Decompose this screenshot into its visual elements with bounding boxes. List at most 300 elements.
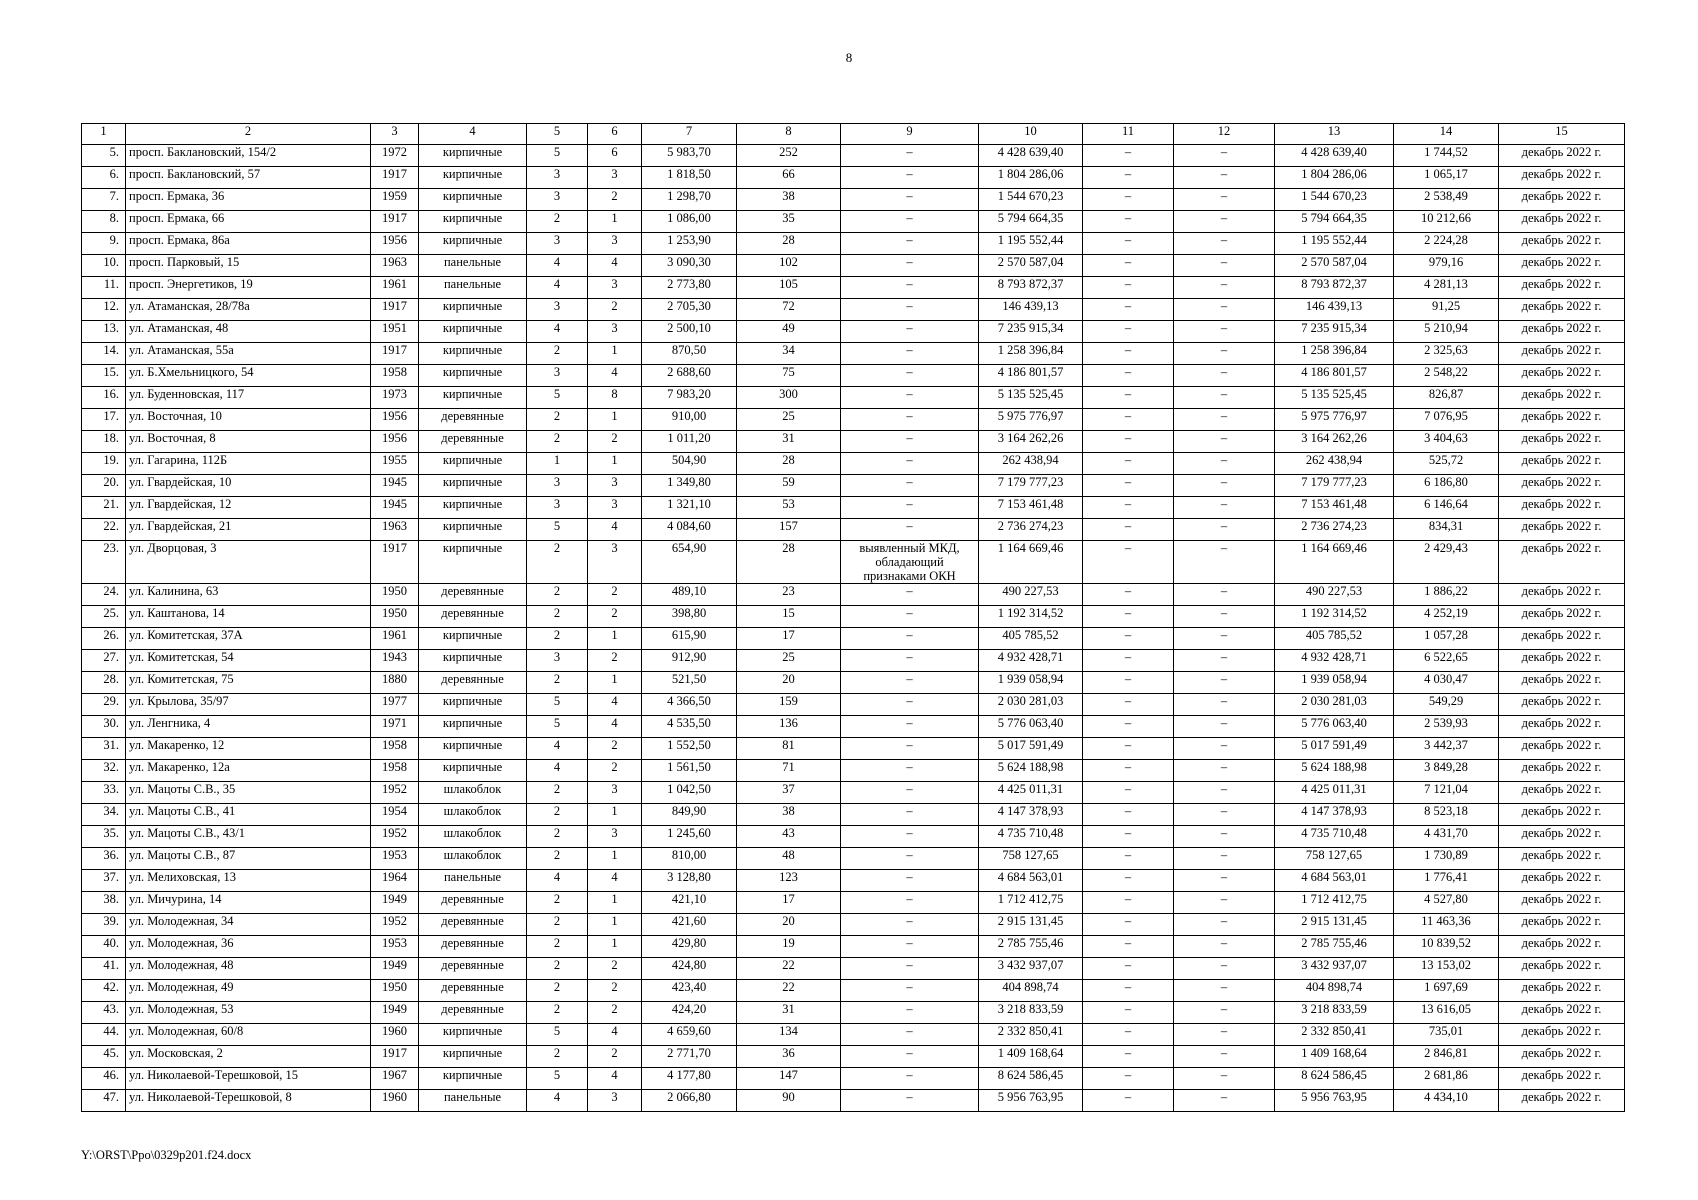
entrances-cell: 1 [588, 936, 642, 958]
address-cell: ул. Атаманская, 55а [126, 343, 371, 365]
completion-date-cell: декабрь 2022 г. [1499, 914, 1625, 936]
year-built-cell: 1959 [371, 189, 419, 211]
note-cell: – [841, 519, 979, 541]
floors-cell: 2 [527, 892, 588, 914]
total-area-cell: 1 818,50 [642, 167, 737, 189]
residents-cell: 81 [737, 738, 841, 760]
cost-fund-cell: 2 030 281,03 [1275, 694, 1394, 716]
note-cell: – [841, 277, 979, 299]
col-11-cell: – [1083, 1046, 1174, 1068]
wall-material-cell: кирпичные [419, 716, 527, 738]
floors-cell: 2 [527, 980, 588, 1002]
cost-fund-cell: 1 939 058,94 [1275, 672, 1394, 694]
cost-fund-cell: 4 932 428,71 [1275, 650, 1394, 672]
wall-material-cell: кирпичные [419, 541, 527, 584]
address-cell: ул. Гвардейская, 12 [126, 497, 371, 519]
year-built-cell: 1950 [371, 606, 419, 628]
table-row [82, 694, 1625, 716]
col-12-cell: – [1174, 233, 1275, 255]
cost-fund-cell: 4 425 011,31 [1275, 782, 1394, 804]
cost-per-sqm-cell: 2 224,28 [1394, 233, 1499, 255]
cost-per-sqm-cell: 3 404,63 [1394, 431, 1499, 453]
floors-cell: 5 [527, 1024, 588, 1046]
completion-date-cell: декабрь 2022 г. [1499, 650, 1625, 672]
entrances-cell: 1 [588, 343, 642, 365]
col-12-cell: – [1174, 497, 1275, 519]
wall-material-cell: шлакоблок [419, 782, 527, 804]
residents-cell: 37 [737, 782, 841, 804]
row-number-cell: 21. [82, 497, 126, 519]
table-row [82, 716, 1625, 738]
address-cell: ул. Мацоты С.В., 87 [126, 848, 371, 870]
table-row [82, 584, 1625, 606]
cost-fund-cell: 5 776 063,40 [1275, 716, 1394, 738]
col-11-cell: – [1083, 145, 1174, 167]
col-11-cell: – [1083, 211, 1174, 233]
col-12-cell: – [1174, 914, 1275, 936]
address-cell: ул. Атаманская, 48 [126, 321, 371, 343]
entrances-cell: 4 [588, 870, 642, 892]
cost-fund-cell: 4 186 801,57 [1275, 365, 1394, 387]
completion-date-cell: декабрь 2022 г. [1499, 277, 1625, 299]
cost-total-cell: 2 332 850,41 [979, 1024, 1083, 1046]
wall-material-cell: панельные [419, 255, 527, 277]
cost-total-cell: 5 017 591,49 [979, 738, 1083, 760]
cost-total-cell: 2 736 274,23 [979, 519, 1083, 541]
wall-material-cell: деревянные [419, 1002, 527, 1024]
entrances-cell: 4 [588, 255, 642, 277]
column-header: 15 [1499, 124, 1625, 145]
completion-date-cell: декабрь 2022 г. [1499, 584, 1625, 606]
entrances-cell: 2 [588, 189, 642, 211]
table-row [82, 826, 1625, 848]
address-cell: ул. Мацоты С.В., 43/1 [126, 826, 371, 848]
cost-fund-cell: 1 258 396,84 [1275, 343, 1394, 365]
address-cell: ул. Атаманская, 28/78а [126, 299, 371, 321]
cost-per-sqm-cell: 1 057,28 [1394, 628, 1499, 650]
col-12-cell: – [1174, 848, 1275, 870]
cost-per-sqm-cell: 549,29 [1394, 694, 1499, 716]
floors-cell: 2 [527, 848, 588, 870]
row-number-cell: 7. [82, 189, 126, 211]
address-cell: ул. Макаренко, 12 [126, 738, 371, 760]
year-built-cell: 1917 [371, 541, 419, 584]
year-built-cell: 1973 [371, 387, 419, 409]
residents-cell: 90 [737, 1090, 841, 1112]
cost-per-sqm-cell: 2 539,93 [1394, 716, 1499, 738]
year-built-cell: 1950 [371, 584, 419, 606]
address-cell: ул. Московская, 2 [126, 1046, 371, 1068]
total-area-cell: 1 253,90 [642, 233, 737, 255]
total-area-cell: 2 500,10 [642, 321, 737, 343]
residents-cell: 59 [737, 475, 841, 497]
col-12-cell: – [1174, 672, 1275, 694]
year-built-cell: 1971 [371, 716, 419, 738]
note-cell: – [841, 606, 979, 628]
col-11-cell: – [1083, 628, 1174, 650]
total-area-cell: 810,00 [642, 848, 737, 870]
completion-date-cell: декабрь 2022 г. [1499, 475, 1625, 497]
address-cell: ул. Молодежная, 34 [126, 914, 371, 936]
residents-cell: 25 [737, 650, 841, 672]
row-number-cell: 10. [82, 255, 126, 277]
cost-total-cell: 5 975 776,97 [979, 409, 1083, 431]
entrances-cell: 2 [588, 760, 642, 782]
table-row [82, 760, 1625, 782]
address-cell: ул. Восточная, 8 [126, 431, 371, 453]
cost-total-cell: 1 544 670,23 [979, 189, 1083, 211]
row-number-cell: 23. [82, 541, 126, 584]
cost-total-cell: 4 932 428,71 [979, 650, 1083, 672]
wall-material-cell: кирпичные [419, 760, 527, 782]
total-area-cell: 5 983,70 [642, 145, 737, 167]
completion-date-cell: декабрь 2022 г. [1499, 497, 1625, 519]
cost-fund-cell: 262 438,94 [1275, 453, 1394, 475]
cost-total-cell: 5 135 525,45 [979, 387, 1083, 409]
row-number-cell: 31. [82, 738, 126, 760]
note-cell: – [841, 738, 979, 760]
col-11-cell: – [1083, 409, 1174, 431]
address-cell: ул. Восточная, 10 [126, 409, 371, 431]
col-12-cell: – [1174, 1046, 1275, 1068]
completion-date-cell: декабрь 2022 г. [1499, 848, 1625, 870]
note-cell: – [841, 233, 979, 255]
table-row [82, 409, 1625, 431]
table-row [82, 782, 1625, 804]
cost-total-cell: 2 915 131,45 [979, 914, 1083, 936]
col-11-cell: – [1083, 343, 1174, 365]
note-cell: – [841, 497, 979, 519]
cost-per-sqm-cell: 2 325,63 [1394, 343, 1499, 365]
residents-cell: 22 [737, 980, 841, 1002]
cost-total-cell: 404 898,74 [979, 980, 1083, 1002]
cost-per-sqm-cell: 13 153,02 [1394, 958, 1499, 980]
note-cell: – [841, 782, 979, 804]
col-11-cell: – [1083, 233, 1174, 255]
floors-cell: 3 [527, 475, 588, 497]
wall-material-cell: деревянные [419, 892, 527, 914]
address-cell: просп. Баклановский, 154/2 [126, 145, 371, 167]
residents-cell: 159 [737, 694, 841, 716]
total-area-cell: 2 688,60 [642, 365, 737, 387]
residents-cell: 22 [737, 958, 841, 980]
note-cell: – [841, 914, 979, 936]
row-number-cell: 17. [82, 409, 126, 431]
note-cell: – [841, 365, 979, 387]
floors-cell: 2 [527, 628, 588, 650]
note-cell: – [841, 321, 979, 343]
entrances-cell: 3 [588, 475, 642, 497]
cost-total-cell: 5 776 063,40 [979, 716, 1083, 738]
completion-date-cell: декабрь 2022 г. [1499, 145, 1625, 167]
cost-total-cell: 262 438,94 [979, 453, 1083, 475]
wall-material-cell: кирпичные [419, 299, 527, 321]
residents-cell: 105 [737, 277, 841, 299]
col-12-cell: – [1174, 277, 1275, 299]
entrances-cell: 3 [588, 782, 642, 804]
col-11-cell: – [1083, 760, 1174, 782]
completion-date-cell: декабрь 2022 г. [1499, 958, 1625, 980]
row-number-cell: 24. [82, 584, 126, 606]
completion-date-cell: декабрь 2022 г. [1499, 980, 1625, 1002]
floors-cell: 3 [527, 365, 588, 387]
residents-cell: 17 [737, 628, 841, 650]
cost-per-sqm-cell: 826,87 [1394, 387, 1499, 409]
total-area-cell: 7 983,20 [642, 387, 737, 409]
note-cell: – [841, 672, 979, 694]
table-row [82, 277, 1625, 299]
floors-cell: 3 [527, 650, 588, 672]
col-11-cell: – [1083, 387, 1174, 409]
cost-total-cell: 1 409 168,64 [979, 1046, 1083, 1068]
column-header: 12 [1174, 124, 1275, 145]
year-built-cell: 1949 [371, 892, 419, 914]
completion-date-cell: декабрь 2022 г. [1499, 1002, 1625, 1024]
completion-date-cell: декабрь 2022 г. [1499, 189, 1625, 211]
col-12-cell: – [1174, 343, 1275, 365]
col-12-cell: – [1174, 870, 1275, 892]
cost-total-cell: 1 712 412,75 [979, 892, 1083, 914]
note-cell: – [841, 189, 979, 211]
total-area-cell: 1 349,80 [642, 475, 737, 497]
note-cell: – [841, 650, 979, 672]
note-cell: – [841, 892, 979, 914]
table-row [82, 606, 1625, 628]
floors-cell: 5 [527, 519, 588, 541]
cost-total-cell: 4 428 639,40 [979, 145, 1083, 167]
col-12-cell: – [1174, 826, 1275, 848]
residents-cell: 75 [737, 365, 841, 387]
col-12-cell: – [1174, 738, 1275, 760]
floors-cell: 2 [527, 958, 588, 980]
cost-total-cell: 4 186 801,57 [979, 365, 1083, 387]
completion-date-cell: декабрь 2022 г. [1499, 321, 1625, 343]
row-number-cell: 16. [82, 387, 126, 409]
cost-per-sqm-cell: 4 431,70 [1394, 826, 1499, 848]
address-cell: ул. Молодежная, 53 [126, 1002, 371, 1024]
total-area-cell: 1 321,10 [642, 497, 737, 519]
address-cell: просп. Ермака, 86а [126, 233, 371, 255]
table-row [82, 1068, 1625, 1090]
floors-cell: 4 [527, 738, 588, 760]
residents-cell: 28 [737, 541, 841, 584]
wall-material-cell: деревянные [419, 606, 527, 628]
year-built-cell: 1880 [371, 672, 419, 694]
total-area-cell: 429,80 [642, 936, 737, 958]
completion-date-cell: декабрь 2022 г. [1499, 760, 1625, 782]
column-header: 11 [1083, 124, 1174, 145]
total-area-cell: 1 086,00 [642, 211, 737, 233]
column-header: 6 [588, 124, 642, 145]
col-11-cell: – [1083, 892, 1174, 914]
col-11-cell: – [1083, 606, 1174, 628]
col-11-cell: – [1083, 716, 1174, 738]
year-built-cell: 1956 [371, 233, 419, 255]
total-area-cell: 504,90 [642, 453, 737, 475]
cost-per-sqm-cell: 834,31 [1394, 519, 1499, 541]
table-row [82, 804, 1625, 826]
col-11-cell: – [1083, 255, 1174, 277]
residents-cell: 134 [737, 1024, 841, 1046]
total-area-cell: 1 298,70 [642, 189, 737, 211]
address-cell: ул. Крылова, 35/97 [126, 694, 371, 716]
floors-cell: 2 [527, 1002, 588, 1024]
cost-per-sqm-cell: 7 076,95 [1394, 409, 1499, 431]
entrances-cell: 4 [588, 519, 642, 541]
total-area-cell: 4 535,50 [642, 716, 737, 738]
address-cell: ул. Николаевой-Терешковой, 15 [126, 1068, 371, 1090]
col-12-cell: – [1174, 475, 1275, 497]
total-area-cell: 912,90 [642, 650, 737, 672]
note-cell: – [841, 167, 979, 189]
residents-cell: 43 [737, 826, 841, 848]
entrances-cell: 1 [588, 409, 642, 431]
row-number-cell: 35. [82, 826, 126, 848]
floors-cell: 2 [527, 782, 588, 804]
completion-date-cell: декабрь 2022 г. [1499, 519, 1625, 541]
cost-per-sqm-cell: 3 849,28 [1394, 760, 1499, 782]
wall-material-cell: деревянные [419, 958, 527, 980]
wall-material-cell: кирпичные [419, 453, 527, 475]
table-row [82, 936, 1625, 958]
cost-per-sqm-cell: 1 065,17 [1394, 167, 1499, 189]
table-row [82, 738, 1625, 760]
cost-fund-cell: 8 624 586,45 [1275, 1068, 1394, 1090]
cost-fund-cell: 146 439,13 [1275, 299, 1394, 321]
floors-cell: 2 [527, 1046, 588, 1068]
wall-material-cell: шлакоблок [419, 848, 527, 870]
wall-material-cell: кирпичные [419, 233, 527, 255]
cost-fund-cell: 5 624 188,98 [1275, 760, 1394, 782]
floors-cell: 4 [527, 1090, 588, 1112]
floors-cell: 4 [527, 870, 588, 892]
cost-fund-cell: 8 793 872,37 [1275, 277, 1394, 299]
residents-cell: 66 [737, 167, 841, 189]
col-12-cell: – [1174, 804, 1275, 826]
floors-cell: 5 [527, 694, 588, 716]
year-built-cell: 1917 [371, 211, 419, 233]
cost-fund-cell: 4 428 639,40 [1275, 145, 1394, 167]
entrances-cell: 4 [588, 1068, 642, 1090]
total-area-cell: 424,80 [642, 958, 737, 980]
col-11-cell: – [1083, 1002, 1174, 1024]
total-area-cell: 421,10 [642, 892, 737, 914]
note-cell: – [841, 584, 979, 606]
floors-cell: 4 [527, 760, 588, 782]
table-row [82, 1090, 1625, 1112]
col-11-cell: – [1083, 167, 1174, 189]
completion-date-cell: декабрь 2022 г. [1499, 738, 1625, 760]
col-11-cell: – [1083, 431, 1174, 453]
year-built-cell: 1917 [371, 167, 419, 189]
col-12-cell: – [1174, 760, 1275, 782]
note-cell: – [841, 211, 979, 233]
cost-fund-cell: 1 195 552,44 [1275, 233, 1394, 255]
table-row [82, 167, 1625, 189]
note-cell: – [841, 409, 979, 431]
note-cell: – [841, 716, 979, 738]
note-cell: – [841, 1090, 979, 1112]
entrances-cell: 2 [588, 606, 642, 628]
year-built-cell: 1952 [371, 782, 419, 804]
entrances-cell: 3 [588, 541, 642, 584]
col-11-cell: – [1083, 958, 1174, 980]
cost-per-sqm-cell: 1 697,69 [1394, 980, 1499, 1002]
completion-date-cell: декабрь 2022 г. [1499, 365, 1625, 387]
column-header: 2 [126, 124, 371, 145]
column-header: 13 [1275, 124, 1394, 145]
column-header: 4 [419, 124, 527, 145]
note-cell: – [841, 299, 979, 321]
wall-material-cell: кирпичные [419, 145, 527, 167]
col-12-cell: – [1174, 694, 1275, 716]
col-11-cell: – [1083, 277, 1174, 299]
cost-fund-cell: 2 570 587,04 [1275, 255, 1394, 277]
wall-material-cell: кирпичные [419, 321, 527, 343]
column-header: 8 [737, 124, 841, 145]
entrances-cell: 1 [588, 892, 642, 914]
completion-date-cell: декабрь 2022 г. [1499, 1090, 1625, 1112]
floors-cell: 5 [527, 145, 588, 167]
residents-cell: 38 [737, 189, 841, 211]
residents-cell: 31 [737, 431, 841, 453]
year-built-cell: 1956 [371, 409, 419, 431]
address-cell: ул. Ленгника, 4 [126, 716, 371, 738]
col-12-cell: – [1174, 519, 1275, 541]
total-area-cell: 424,20 [642, 1002, 737, 1024]
residents-cell: 38 [737, 804, 841, 826]
col-12-cell: – [1174, 167, 1275, 189]
table-row [82, 541, 1625, 584]
col-12-cell: – [1174, 650, 1275, 672]
completion-date-cell: декабрь 2022 г. [1499, 255, 1625, 277]
entrances-cell: 2 [588, 738, 642, 760]
col-12-cell: – [1174, 387, 1275, 409]
total-area-cell: 3 090,30 [642, 255, 737, 277]
wall-material-cell: деревянные [419, 914, 527, 936]
table-row [82, 299, 1625, 321]
note-cell: – [841, 804, 979, 826]
row-number-cell: 22. [82, 519, 126, 541]
wall-material-cell: деревянные [419, 936, 527, 958]
completion-date-cell: декабрь 2022 г. [1499, 606, 1625, 628]
row-number-cell: 34. [82, 804, 126, 826]
entrances-cell: 1 [588, 453, 642, 475]
floors-cell: 2 [527, 804, 588, 826]
year-built-cell: 1952 [371, 826, 419, 848]
wall-material-cell: шлакоблок [419, 804, 527, 826]
cost-fund-cell: 405 785,52 [1275, 628, 1394, 650]
row-number-cell: 25. [82, 606, 126, 628]
cost-total-cell: 1 195 552,44 [979, 233, 1083, 255]
entrances-cell: 1 [588, 848, 642, 870]
residents-cell: 49 [737, 321, 841, 343]
address-cell: ул. Молодежная, 36 [126, 936, 371, 958]
entrances-cell: 2 [588, 958, 642, 980]
row-number-cell: 8. [82, 211, 126, 233]
col-12-cell: – [1174, 606, 1275, 628]
wall-material-cell: кирпичные [419, 1024, 527, 1046]
row-number-cell: 13. [82, 321, 126, 343]
col-11-cell: – [1083, 584, 1174, 606]
address-cell: просп. Парковый, 15 [126, 255, 371, 277]
note-cell: – [841, 760, 979, 782]
col-12-cell: – [1174, 431, 1275, 453]
row-number-cell: 42. [82, 980, 126, 1002]
completion-date-cell: декабрь 2022 г. [1499, 1068, 1625, 1090]
row-number-cell: 44. [82, 1024, 126, 1046]
year-built-cell: 1951 [371, 321, 419, 343]
